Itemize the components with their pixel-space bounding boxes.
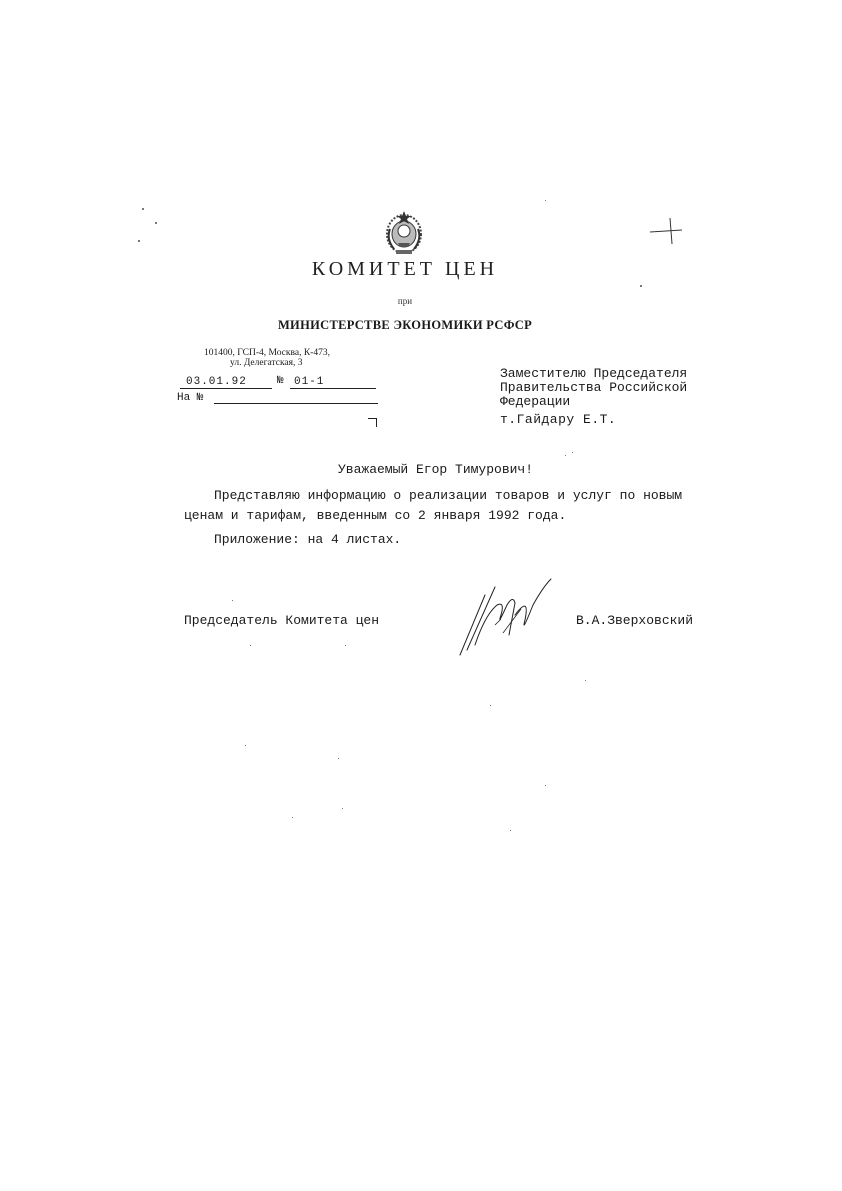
scan-speck [342,808,343,809]
org-subtitle-pri: при [397,296,413,306]
salutation: Уважаемый Егор Тимурович! [338,462,534,477]
addressee-line-1: Заместителю Председателя [500,366,688,381]
scan-speck [338,758,339,759]
scan-speck [292,817,293,818]
scan-speck [138,240,140,242]
scan-speck [572,452,573,453]
signature-icon [455,575,565,660]
scan-speck [545,200,546,201]
ministry-name: МИНИСТЕРСТВЕ ЭКОНОМИКИ РСФСР [277,318,533,332]
corner-mark [368,418,377,427]
scan-speck [245,745,246,746]
signer-title: Председатель Комитета цен [184,613,380,628]
scan-speck [490,705,491,706]
scan-speck [510,830,511,831]
addressee-name: т.Гайдару Е.Т. [500,412,617,427]
address-line-1: 101400, ГСП-4, Москва, К-473, [204,348,330,358]
scan-speck [565,455,566,456]
body-line-1: Представляю информацию о реализации товаров и услуг по новым [214,488,683,503]
coat-of-arms-icon [382,207,426,259]
scan-speck [545,785,546,786]
addressee-line-2: Правительства Российской [500,380,688,395]
scan-speck [640,285,642,287]
scan-speck [232,600,233,601]
scan-speck [345,645,346,646]
scan-speck [250,645,251,646]
attachment-note: Приложение: на 4 листах. [214,532,402,547]
scan-speck [585,680,586,681]
signer-name: В.А.Зверховский [576,613,694,628]
letter-date: 03.01.92 [180,376,272,389]
address-line-2: ул. Делегатская, 3 [230,358,303,368]
reference-line [214,393,378,404]
margin-mark-icon [648,216,684,246]
scan-speck [155,222,157,224]
addressee-line-3: Федерации [500,394,571,409]
reference-label: На № [177,392,204,404]
letter-number: 01-1 [290,376,376,389]
scan-speck [142,208,144,210]
org-title: КОМИТЕТ ЦЕН [311,258,499,280]
number-label: № [277,375,284,387]
body-line-2: ценам и тарифам, введенным со 2 января 1992 года. [184,508,567,523]
